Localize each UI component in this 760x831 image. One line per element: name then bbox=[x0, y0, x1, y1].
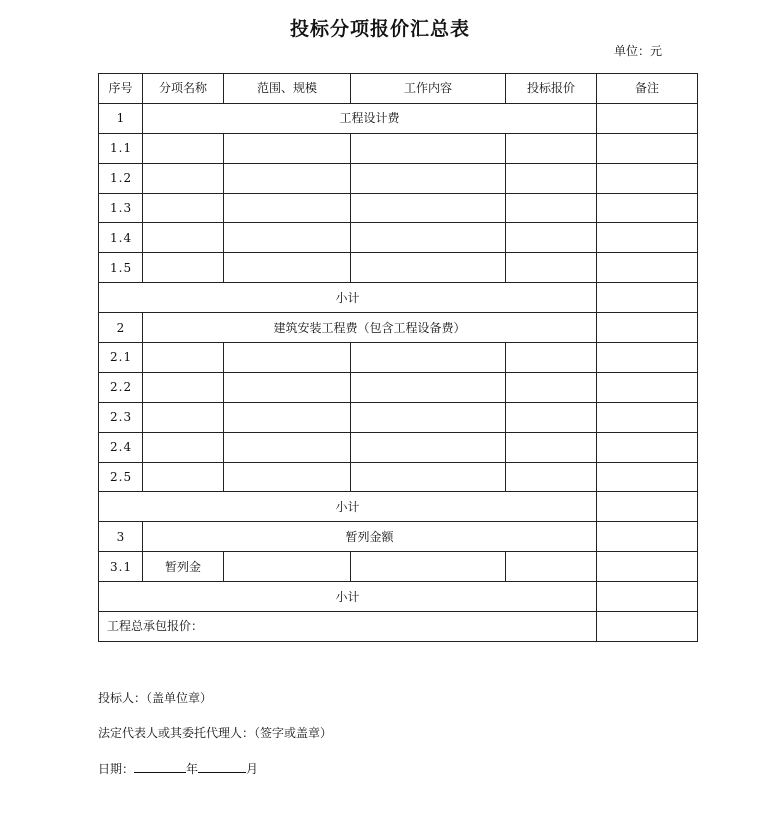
total-price-cell[interactable] bbox=[597, 612, 698, 642]
item-name-cell[interactable] bbox=[143, 372, 224, 402]
bid-price-cell[interactable] bbox=[506, 253, 597, 283]
item-name-cell[interactable] bbox=[143, 343, 224, 373]
item-number: 1.2 bbox=[99, 163, 143, 193]
work-content-cell[interactable] bbox=[351, 133, 506, 163]
bid-price-cell[interactable] bbox=[506, 402, 597, 432]
work-content-cell[interactable] bbox=[351, 163, 506, 193]
item-name-cell[interactable] bbox=[143, 253, 224, 283]
bid-price-cell[interactable] bbox=[506, 193, 597, 223]
item-number: 2.5 bbox=[99, 462, 143, 492]
bid-price-cell[interactable] bbox=[506, 462, 597, 492]
work-content-cell[interactable] bbox=[351, 462, 506, 492]
scope-cell[interactable] bbox=[224, 462, 351, 492]
item-name-cell[interactable] bbox=[143, 462, 224, 492]
scope-cell[interactable] bbox=[224, 253, 351, 283]
remarks-cell[interactable] bbox=[597, 552, 698, 582]
remarks-cell[interactable] bbox=[597, 223, 698, 253]
bid-price-cell[interactable] bbox=[506, 372, 597, 402]
bid-price-cell[interactable] bbox=[506, 163, 597, 193]
year-label: 年 bbox=[186, 762, 199, 776]
bid-price-cell[interactable] bbox=[506, 432, 597, 462]
work-content-cell[interactable] bbox=[351, 193, 506, 223]
table-row bbox=[99, 372, 698, 402]
scope-cell[interactable] bbox=[224, 133, 351, 163]
table-row bbox=[99, 402, 698, 432]
unit-label: 单位：元 bbox=[613, 44, 662, 58]
table-row bbox=[99, 163, 698, 193]
work-content-cell[interactable] bbox=[351, 223, 506, 253]
total-price-label: 工程总承包报价： bbox=[99, 612, 597, 642]
subtotal-row bbox=[99, 492, 698, 522]
month-label: 月 bbox=[246, 762, 259, 776]
scope-cell[interactable] bbox=[224, 552, 351, 582]
bid-price-cell[interactable] bbox=[506, 343, 597, 373]
remarks-cell[interactable] bbox=[597, 163, 698, 193]
subtotal-row bbox=[99, 283, 698, 313]
section-number: 2 bbox=[99, 313, 143, 343]
remarks-cell[interactable] bbox=[597, 343, 698, 373]
item-name-cell[interactable] bbox=[143, 133, 224, 163]
remarks-cell[interactable] bbox=[597, 193, 698, 223]
work-content-cell[interactable] bbox=[351, 253, 506, 283]
item-name-cell[interactable] bbox=[143, 163, 224, 193]
section-number: 3 bbox=[99, 522, 143, 552]
table-row bbox=[99, 223, 698, 253]
header-cell: 工作内容 bbox=[351, 74, 506, 104]
scope-cell[interactable] bbox=[224, 163, 351, 193]
header-cell: 分项名称 bbox=[143, 74, 224, 104]
section-title: 工程设计费 bbox=[143, 103, 597, 133]
section-header-row bbox=[99, 522, 698, 552]
subtotal-label: 小计 bbox=[99, 582, 597, 612]
total-row bbox=[99, 612, 698, 642]
subtotal-label: 小计 bbox=[99, 492, 597, 522]
scope-cell[interactable] bbox=[224, 223, 351, 253]
date-line bbox=[98, 760, 258, 777]
date-label: 日期： bbox=[98, 762, 135, 776]
table-row bbox=[99, 462, 698, 492]
item-name-cell[interactable] bbox=[143, 402, 224, 432]
header-cell: 投标报价 bbox=[506, 74, 597, 104]
table-row bbox=[99, 193, 698, 223]
header-cell: 范围、规模 bbox=[224, 74, 351, 104]
scope-cell[interactable] bbox=[224, 402, 351, 432]
remarks-cell[interactable] bbox=[597, 432, 698, 462]
section-title: 建筑安装工程费（包含工程设备费） bbox=[143, 313, 597, 343]
section-number: 1 bbox=[99, 103, 143, 133]
scope-cell[interactable] bbox=[224, 432, 351, 462]
section-header-row bbox=[99, 313, 698, 343]
quote-summary-table bbox=[98, 73, 698, 642]
remarks-cell[interactable] bbox=[597, 522, 698, 552]
month-blank[interactable] bbox=[198, 761, 246, 773]
item-number: 1.5 bbox=[99, 253, 143, 283]
table-row bbox=[99, 133, 698, 163]
remarks-cell[interactable] bbox=[597, 253, 698, 283]
page-title: 投标分项报价汇总表 bbox=[289, 18, 470, 40]
scope-cell[interactable] bbox=[224, 193, 351, 223]
section-title: 暂列金额 bbox=[143, 522, 597, 552]
bidder-line: 投标人：（盖单位章） bbox=[98, 691, 213, 705]
subtotal-amount-cell[interactable] bbox=[597, 582, 698, 612]
subtotal-amount-cell[interactable] bbox=[597, 492, 698, 522]
representative-line: 法定代表人或其委托代理人：（签字或盖章） bbox=[98, 726, 333, 740]
remarks-cell[interactable] bbox=[597, 372, 698, 402]
bid-price-cell[interactable] bbox=[506, 133, 597, 163]
remarks-cell[interactable] bbox=[597, 133, 698, 163]
work-content-cell[interactable] bbox=[351, 402, 506, 432]
item-number: 1.3 bbox=[99, 193, 143, 223]
work-content-cell[interactable] bbox=[351, 432, 506, 462]
subtotal-amount-cell[interactable] bbox=[597, 283, 698, 313]
table-header-row bbox=[99, 74, 698, 104]
item-number: 2.2 bbox=[99, 372, 143, 402]
remarks-cell[interactable] bbox=[597, 313, 698, 343]
item-number: 2.3 bbox=[99, 402, 143, 432]
item-name-cell[interactable] bbox=[143, 223, 224, 253]
subtotal-label: 小计 bbox=[99, 283, 597, 313]
work-content-cell[interactable] bbox=[351, 343, 506, 373]
item-number: 2.1 bbox=[99, 343, 143, 373]
bid-price-cell[interactable] bbox=[506, 223, 597, 253]
scope-cell[interactable] bbox=[224, 343, 351, 373]
table-row bbox=[99, 343, 698, 373]
header-cell: 备注 bbox=[597, 74, 698, 104]
item-number: 1.4 bbox=[99, 223, 143, 253]
item-name-cell[interactable] bbox=[143, 432, 224, 462]
remarks-cell[interactable] bbox=[597, 103, 698, 133]
table-row bbox=[99, 432, 698, 462]
table-row bbox=[99, 552, 698, 582]
item-number: 1.1 bbox=[99, 133, 143, 163]
item-name-cell[interactable] bbox=[143, 193, 224, 223]
work-content-cell[interactable] bbox=[351, 372, 506, 402]
item-name-cell[interactable]: 暂列金 bbox=[143, 552, 224, 582]
section-header-row bbox=[99, 103, 698, 133]
table-row bbox=[99, 253, 698, 283]
year-blank[interactable] bbox=[134, 761, 186, 773]
work-content-cell[interactable] bbox=[351, 552, 506, 582]
subtotal-row bbox=[99, 582, 698, 612]
bid-price-cell[interactable] bbox=[506, 552, 597, 582]
remarks-cell[interactable] bbox=[597, 402, 698, 432]
item-number: 2.4 bbox=[99, 432, 143, 462]
scope-cell[interactable] bbox=[224, 372, 351, 402]
item-number: 3.1 bbox=[99, 552, 143, 582]
header-cell: 序号 bbox=[99, 74, 143, 104]
remarks-cell[interactable] bbox=[597, 462, 698, 492]
